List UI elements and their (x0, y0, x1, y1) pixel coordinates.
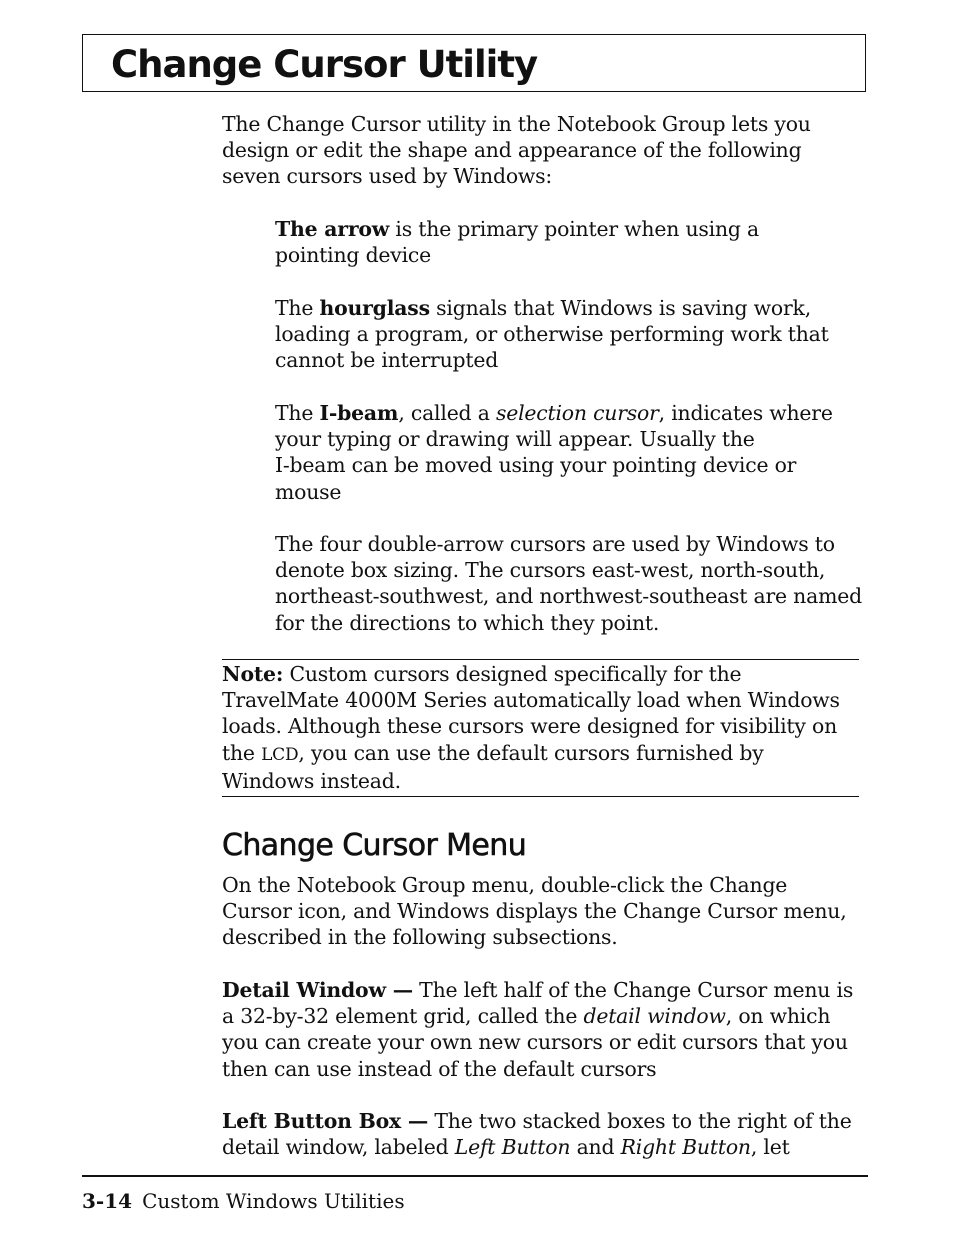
left-button-paragraph: Left Button Box — The two stacked boxes to the right of the detail window, labeled Left Button and Right Button, let (222, 1109, 852, 1160)
list-item-ibeam: The I-beam, called a selection cursor, indicates where your typing or drawing will appear. Usually the I-beam can be moved using your pointing device or mouse (275, 401, 833, 504)
section-intro: On the Notebook Group menu, double-click the Change Cursor icon, and Windows displays the Change Cursor menu, described in the following subsections. (222, 873, 847, 950)
section-heading: Change Cursor Menu (222, 828, 527, 863)
footer-rule (82, 1175, 868, 1177)
detail-window-paragraph: Detail Window — The left half of the Change Cursor menu is a 32-by-32 element grid, called the detail window, on which you can create your own new cursors or edit cursors that you then can use instead of the default cursors (222, 978, 854, 1081)
list-item-double-arrow: The four double-arrow cursors are used by Windows to denote box sizing. The cursors east-west, north-south, northeast-southwest, and northwest-southeast are named for the directions to which they point. (275, 532, 862, 635)
intro-paragraph: The Change Cursor utility in the Notebook Group lets you design or edit the shape and appearance of the following seven cursors used by Windows: (222, 112, 811, 189)
page-title: Change Cursor Utility (111, 43, 538, 86)
note-bottom-rule (222, 796, 859, 797)
note-paragraph: Note: Custom cursors designed specifically for the TravelMate 4000M Series automatically load when Windows loads. Although these cursors were designed for visibility on the LCD, you can use the default cursors furnished by Windows instead. (222, 662, 840, 793)
title-box (82, 34, 866, 92)
page-footer (82, 1188, 405, 1214)
note-top-rule (222, 659, 859, 660)
chapter-title: Custom Windows Utilities (142, 1189, 405, 1213)
list-item-hourglass: The hourglass signals that Windows is saving work, loading a program, or otherwise performing work that cannot be interrupted (275, 296, 829, 373)
list-item-arrow: The arrow is the primary pointer when using a pointing device (275, 217, 759, 268)
page-number: 3-14 (82, 1189, 133, 1213)
section-heading-block (222, 828, 862, 864)
